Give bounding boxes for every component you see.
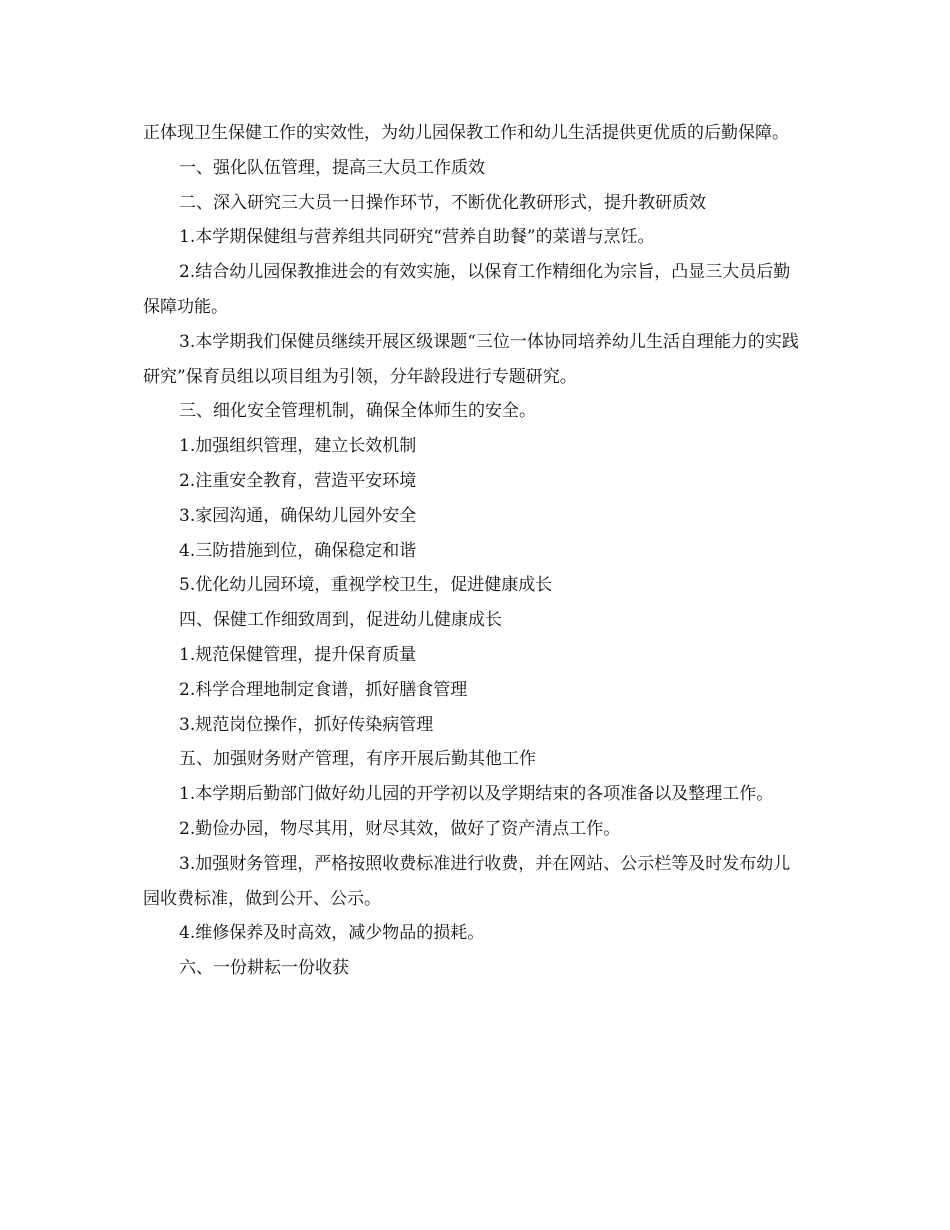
list-item: 5.优化幼儿园环境，重视学校卫生，促进健康成长 <box>179 575 553 596</box>
section-heading: 一、强化队伍管理，提高三大员工作质效 <box>179 157 485 178</box>
section-heading: 三、细化安全管理机制，确保全体师生的安全。 <box>179 401 536 422</box>
section-heading: 二、深入研究三大员一日操作环节，不断优化教研形式，提升教研质效 <box>179 192 706 213</box>
list-item: 3.本学期我们保健员继续开展区级课题“三位一体协同培养幼儿生活自理能力的实践研究”保育员组以项目组为引领，分年龄段进行专题研究。 <box>143 331 799 387</box>
list-item: 3.家园沟通，确保幼儿园外安全 <box>179 505 417 526</box>
section-heading: 四、保健工作细致周到，促进幼儿健康成长 <box>179 610 502 631</box>
list-item: 1.规范保健管理，提升保育质量 <box>179 644 417 665</box>
list-item: 2.注重安全教育，营造平安环境 <box>179 470 417 491</box>
list-item: 4.维修保养及时高效，减少物品的损耗。 <box>179 923 485 944</box>
list-item: 3.加强财务管理，严格按照收费标准进行收费，并在网站、公示栏等及时发布幼儿园收费标准，做到公开、公示。 <box>143 853 791 909</box>
list-item: 2.勤俭办园，物尽其用，财尽其效，做好了资产清点工作。 <box>179 818 621 839</box>
list-item: 1.本学期保健组与营养组共同研究“营养自助餐”的菜谱与烹饪。 <box>179 227 655 248</box>
list-item: 4.三防措施到位，确保稳定和谐 <box>179 540 417 561</box>
list-item: 2.结合幼儿园保教推进会的有效实施，以保育工作精细化为宗旨，凸显三大员后勤保障功能。 <box>143 262 791 317</box>
list-item: 2.科学合理地制定食谱，抓好膳食管理 <box>179 679 468 700</box>
section-heading: 六、一份耕耘一份收获 <box>179 958 349 979</box>
section-heading: 五、加强财务财产管理，有序开展后勤其他工作 <box>179 749 536 770</box>
list-item: 1.本学期后勤部门做好幼儿园的开学初以及学期结束的各项准备以及整理工作。 <box>179 784 774 805</box>
paragraph: 正体现卫生保健工作的实效性，为幼儿园保教工作和幼儿生活提供更优质的后勤保障。 <box>143 123 789 143</box>
list-item: 1.加强组织管理，建立长效机制 <box>179 436 417 457</box>
document-body <box>143 116 803 986</box>
list-item: 3.规范岗位操作，抓好传染病管理 <box>179 714 434 735</box>
